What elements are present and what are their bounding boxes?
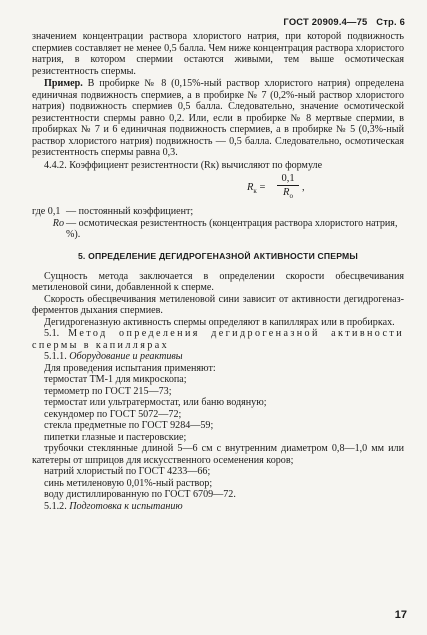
formula-resistance (32, 172, 404, 206)
formula-fraction (277, 173, 299, 200)
standard-number: ГОСТ 20909.4—75 (283, 16, 368, 27)
definition-key: Rо (52, 217, 64, 229)
definition-ro (32, 218, 404, 241)
formula-lhs: $R_к$ = (247, 182, 266, 196)
definition-text: — осмотическая резистентность (концентрация раствора хлористого натрия, %). (66, 217, 398, 240)
definition-text: — постоянный коэффициент; (66, 206, 194, 217)
section-paragraph: Дегидрогеназную активность спермы определяют в капиллярах или в пробирках. (44, 316, 395, 328)
page-header (283, 16, 405, 27)
section-paragraph: Скорость обесцвечивания метиленовой сини зависит от активности дегидрогеназ-ферментов дыхания спермиев. (32, 293, 404, 316)
equipment-intro: Для проведения испытания применяют: (44, 362, 216, 374)
page-number: 17 (394, 609, 407, 621)
list-item: термостат или ультратермостат, или баню водяную; (44, 397, 267, 408)
list-item: синь метиленовую 0,01%-ный раствор; (44, 477, 213, 489)
example-text: В пробирке № 8 (0,15%-ный раствор хлористого натрия) определена единичная подвижность спермиев, а в пробирке № 7 (0,2%-ный раствор хлористого натрия) подвижность спермиев 0,5 балла. Следовательно, значение осмотической резистентности спермы равно 0,2. Или, если в пробирке № 8 мертвые спермии, в пробирках № 7 и 6 единичная подвижность спермиев, а в пробирке № 5 (0,3%-ный раствор хлористого натрия) подвижность — 0,5 балла. Следовательно, осмотическая резистентность спермы равна 0,3. (32, 78, 404, 158)
list-item: воду дистиллированную по ГОСТ 6709—72. (44, 489, 236, 500)
section-paragraph: Сущность метода заключается в определении скорости обесцвечивания метиленовой сини, добавленной к сперме. (32, 270, 404, 293)
list-item: трубочки стеклянные длиной 5—6 см с внутренним диаметром 0,8—1,0 мм или катетеры от шприцов для искусственного осеменения коров; (32, 443, 404, 466)
subsection-5-1-1: 5.1.1. Оборудование и реактивы (44, 351, 183, 362)
list-item: секундомер по ГОСТ 5072—72; (44, 408, 182, 420)
subsection-5-1-2: 5.1.2. Подготовка к испытанию (44, 500, 183, 512)
definition-constant (32, 206, 404, 218)
list-item: стекла предметные по ГОСТ 9284—59; (44, 420, 214, 431)
list-item: натрий хлористый по ГОСТ 4233—66; (44, 466, 211, 477)
paragraph-example (32, 78, 404, 159)
list-item: термостат ТМ-1 для микроскопа; (44, 374, 187, 385)
paragraph-conclusion: значением концентрации раствора хлористого натрия, при которой подвижность спермиев составляет не менее 0,5 балла. Чем ниже концентрация раствора хлористого натрия, в котором спермии остаются живыми, тем выше осмотическая резистентность спермы. (32, 31, 404, 77)
section-title: 5. ОПРЕДЕЛЕНИЕ ДЕГИДРОГЕНАЗНОЙ АКТИВНОСТИ СПЕРМЫ (77, 250, 359, 261)
paragraph-4-4-2: 4.4.2. Коэффициент резистентности (Rк) вычисляют по формуле (44, 159, 323, 171)
example-lead: Пример. (44, 78, 83, 89)
page-label: Стр. 6 (376, 16, 405, 27)
method-heading: 5.1. Метод определения дегидрогеназной активности спермы в капиллярах (32, 328, 404, 351)
equipment-list (32, 363, 404, 501)
formula-definitions (32, 206, 404, 241)
fraction-denominator: $R_о$ (283, 187, 293, 201)
fraction-numerator: 0,1 (277, 173, 299, 186)
page-body (32, 31, 404, 512)
list-item: пипетки глазные и пастеровские; (44, 431, 187, 443)
definition-key: где 0,1 (32, 206, 61, 217)
formula-comma: , (302, 182, 305, 193)
list-item: термометр по ГОСТ 215—73; (44, 385, 172, 397)
